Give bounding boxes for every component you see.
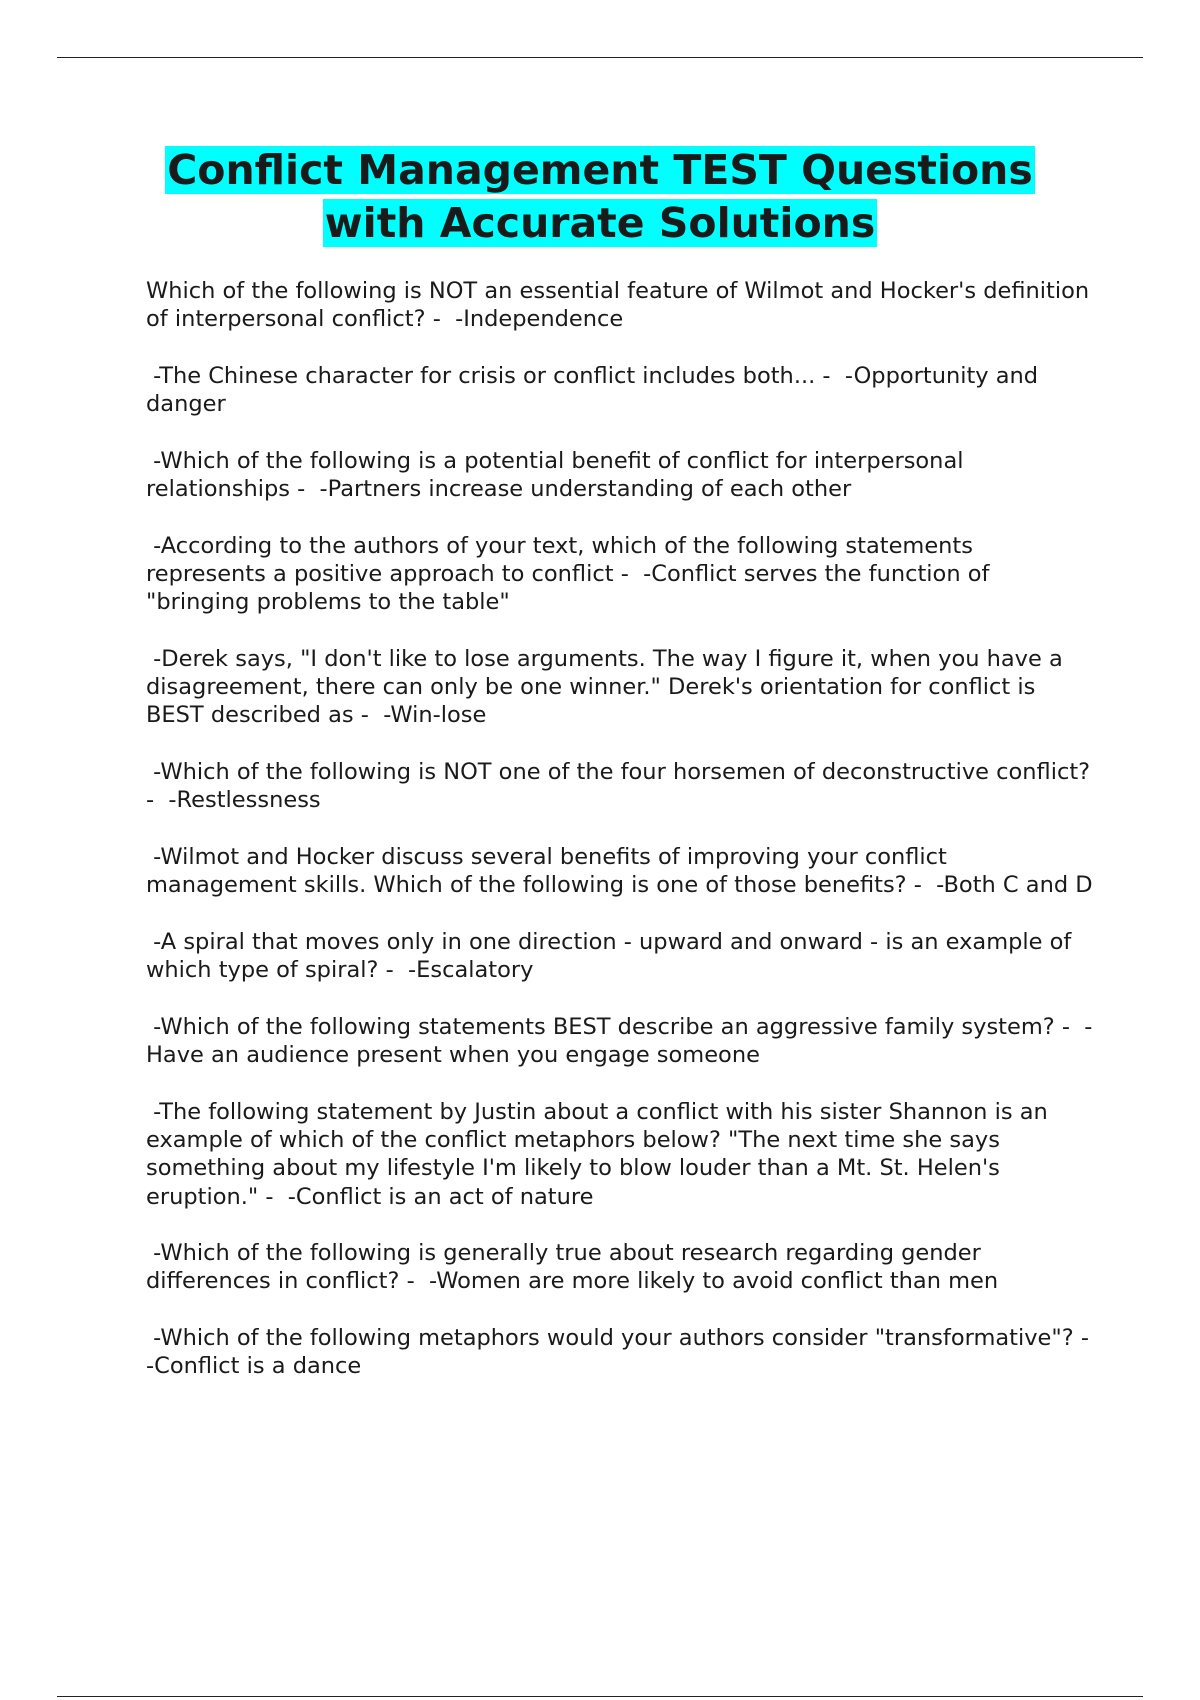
qa-item: -A spiral that moves only in one direction - upward and onward - is an example of which type of spiral? - -Escalatory bbox=[146, 928, 1079, 984]
qa-item: -Derek says, "I don't like to lose arguments. The way I figure it, when you have a disagreement, there can only be one winner." Derek's orientation for conflict is BEST described as - -Win-lose bbox=[146, 645, 1070, 729]
qa-item: -Which of the following statements BEST describe an aggressive family system? - -Have an audience present when you engage someone bbox=[146, 1013, 1093, 1069]
title-line-1: Conflict Management TEST Questions bbox=[167, 146, 1033, 194]
qa-item: -Which of the following is NOT one of the four horsemen of deconstructive conflict? - -Restlessness bbox=[146, 759, 1098, 814]
qa-item: -The following statement by Justin about a conflict with his sister Shannon is an example of which of the conflict metaphors below? "The next time she says something about my lifestyle I'm likely to blow louder than a Mt. St. Helen's eruption." - -Conflict is an act of nature bbox=[146, 1098, 1055, 1210]
qa-item: Which of the following is NOT an essential feature of Wilmot and Hocker's definition of interpersonal conflict? - -Independence bbox=[146, 278, 1097, 333]
qa-item: -Which of the following is a potential benefit of conflict for interpersonal relationships - -Partners increase understanding of each other bbox=[146, 447, 971, 503]
qa-item: -According to the authors of your text, which of the following statements represents a positive approach to conflict - -Conflict serves the function of "bringing problems to the table" bbox=[146, 532, 997, 616]
bottom-rule bbox=[57, 1696, 1143, 1697]
page-title bbox=[80, 144, 1120, 250]
title-line-2: with Accurate Solutions bbox=[324, 199, 876, 247]
qa-item: -Wilmot and Hocker discuss several benefits of improving your conflict management skills. Which of the following is one of those benefits? - -Both C and D bbox=[146, 843, 1093, 899]
qa-item: -Which of the following is generally true about research regarding gender differences in conflict? - -Women are more likely to avoid conflict than men bbox=[146, 1240, 999, 1295]
qa-item: -The Chinese character for crisis or conflict includes both... - -Opportunity and danger bbox=[146, 362, 1046, 418]
top-rule bbox=[57, 57, 1143, 58]
qa-item: -Which of the following metaphors would your authors consider "transformative"? - -Conflict is a dance bbox=[146, 1324, 1104, 1380]
question-answer-list bbox=[146, 277, 1104, 1409]
